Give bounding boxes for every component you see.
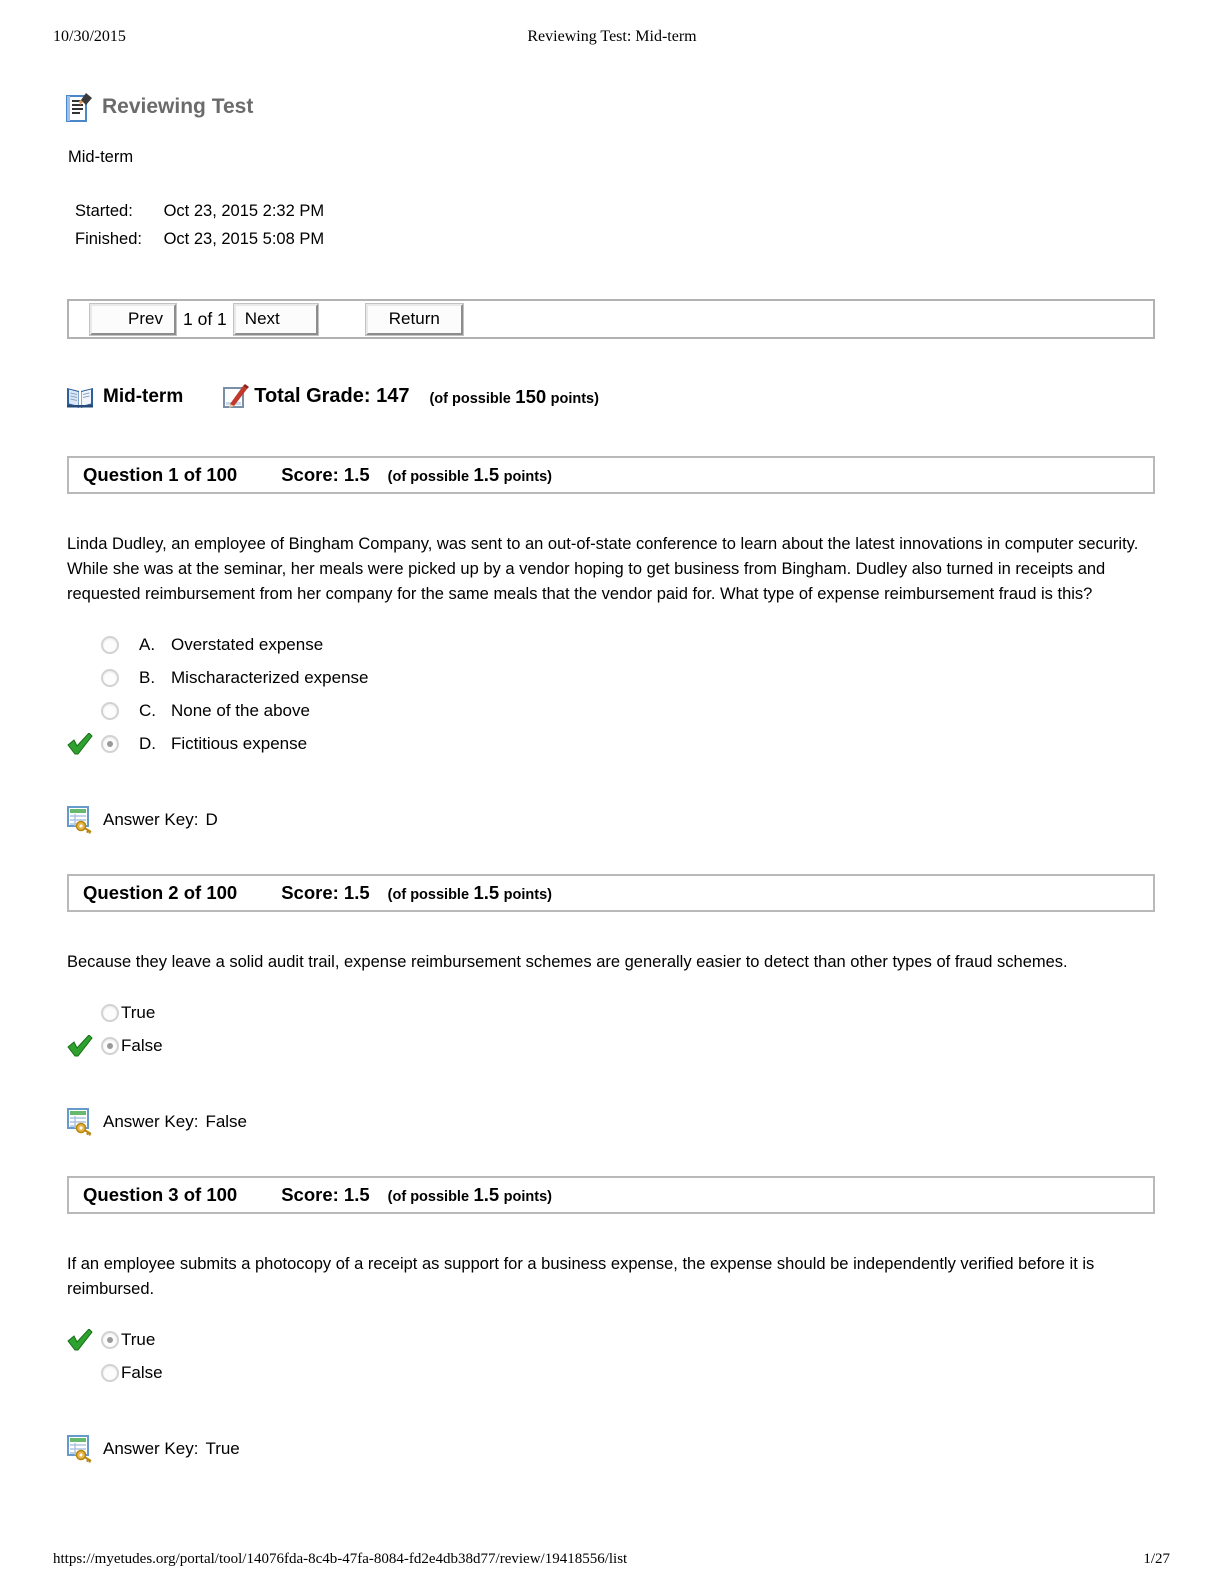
started-row (75, 197, 1224, 225)
option-row (67, 996, 1155, 1029)
answer-key-icon (67, 1435, 93, 1463)
prev-button[interactable]: Prev (90, 304, 176, 335)
question-possible: (of possible 1.5 points) (387, 464, 552, 485)
options-list (67, 1323, 1155, 1389)
answer-key-value: False (205, 1112, 248, 1131)
started-label: Started: (75, 202, 133, 220)
question-score: Score: 1.5 (281, 1184, 370, 1205)
pagination-bar (67, 299, 1155, 339)
footer-url: https://myetudes.org/portal/tool/14076fda-8c4b-47fa-8084-fd2e4db38d77/review/19418556/list (53, 1551, 628, 1567)
answer-key-icon (67, 806, 93, 834)
option-radio[interactable] (101, 1004, 119, 1022)
radio-dot (107, 1043, 113, 1049)
correct-check-slot (67, 1329, 101, 1351)
question-section (67, 456, 1155, 834)
option-radio[interactable] (101, 1364, 119, 1382)
total-grade-group (223, 383, 409, 410)
question-score: Score: 1.5 (281, 882, 370, 903)
option-letter: A. (139, 634, 156, 654)
return-button[interactable]: Return (366, 304, 463, 335)
option-text: Fictitious expense (171, 733, 308, 753)
answer-key-value: D (205, 810, 218, 829)
total-grade-text: Total Grade: 147 (254, 385, 410, 407)
option-radio[interactable] (101, 1037, 119, 1055)
summary-test-name: Mid-term (103, 385, 184, 407)
option-row (67, 661, 1155, 694)
correct-check-slot (67, 700, 101, 722)
test-times (75, 197, 1224, 253)
answer-key-row (67, 1435, 1155, 1463)
answer-key-row (67, 806, 1155, 834)
started-value: Oct 23, 2015 2:32 PM (163, 202, 325, 220)
next-button[interactable]: Next (234, 304, 318, 335)
question-score: Score: 1.5 (281, 464, 370, 485)
reviewing-test-icon (66, 92, 93, 122)
option-text: Overstated expense (171, 634, 324, 654)
options-list (67, 628, 1155, 760)
option-text: True (121, 1002, 156, 1022)
correct-check-slot (67, 733, 101, 755)
question-header (67, 874, 1155, 912)
option-row (67, 1323, 1155, 1356)
option-text: None of the above (171, 700, 310, 720)
book-icon (66, 385, 94, 409)
answer-key-label: Answer Key: (103, 810, 199, 829)
answer-key-icon (67, 1108, 93, 1136)
correct-check-slot (67, 1362, 101, 1384)
correct-check-slot (67, 1002, 101, 1024)
question-list (67, 456, 1155, 1463)
correct-check-slot (67, 667, 101, 689)
option-radio[interactable] (101, 735, 119, 753)
page-title: Reviewing Test (102, 95, 254, 118)
option-radio[interactable] (101, 669, 119, 687)
option-radio[interactable] (101, 636, 119, 654)
answer-key-label: Answer Key: (103, 1439, 199, 1458)
finished-value: Oct 23, 2015 5:08 PM (163, 230, 325, 248)
grade-pencil-icon (223, 383, 249, 410)
grade-summary (66, 383, 1224, 410)
print-date: 10/30/2015 (53, 28, 126, 45)
option-row (67, 1029, 1155, 1062)
option-text: False (121, 1035, 163, 1055)
question-number: Question 3 of 100 (83, 1184, 238, 1205)
correct-check-icon (67, 1329, 93, 1351)
footer-page-number: 1/27 (1143, 1551, 1170, 1567)
answer-key-row (67, 1108, 1155, 1136)
page-heading (66, 92, 1224, 122)
question-possible: (of possible 1.5 points) (387, 882, 552, 903)
option-radio[interactable] (101, 1331, 119, 1349)
option-letter: D. (139, 733, 156, 753)
answer-key-label: Answer Key: (103, 1112, 199, 1131)
correct-check-slot (67, 634, 101, 656)
question-text: Because they leave a solid audit trail, expense reimbursement schemes are generally easier to detect than other types of fraud schemes. (67, 953, 1068, 971)
option-text: False (121, 1362, 163, 1382)
option-letter: C. (139, 700, 156, 720)
option-text: Mischaracterized expense (171, 667, 369, 687)
option-row (67, 628, 1155, 661)
question-text: If an employee submits a photocopy of a receipt as support for a business expense, the expense should be independently verified before it is reimbursed. (67, 1255, 1095, 1298)
print-title: Reviewing Test: Mid-term (527, 28, 697, 45)
question-number: Question 1 of 100 (83, 464, 238, 485)
correct-check-slot (67, 1035, 101, 1057)
answer-key-value: True (205, 1439, 240, 1458)
question-section (67, 1176, 1155, 1463)
question-header (67, 456, 1155, 494)
option-row (67, 727, 1155, 760)
page-position: 1 of 1 (183, 308, 227, 329)
option-letter: B. (139, 667, 156, 687)
radio-dot (107, 1337, 113, 1343)
question-text: Linda Dudley, an employee of Bingham Company, was sent to an out-of-state conference to learn about the latest innovations in computer security. While she was at the seminar, her meals were picked up by a vendor hoping to get business from Bingham. Dudley also turned in receipts and requested reimbursement from her company for the same meals that the vendor paid for. What type of expense reimbursement fraud is this? (67, 535, 1139, 603)
radio-dot (107, 741, 113, 747)
option-row (67, 1356, 1155, 1389)
print-header (0, 0, 1224, 50)
option-row (67, 694, 1155, 727)
total-possible: (of possible 150 points) (429, 385, 599, 407)
question-section (67, 874, 1155, 1136)
correct-check-icon (67, 1035, 93, 1057)
question-number: Question 2 of 100 (83, 882, 238, 903)
options-list (67, 996, 1155, 1062)
finished-label: Finished: (75, 230, 142, 248)
question-header (67, 1176, 1155, 1214)
test-subtitle: Mid-term (68, 148, 134, 166)
option-radio[interactable] (101, 702, 119, 720)
print-footer (53, 1551, 1170, 1568)
option-text: True (121, 1329, 156, 1349)
finished-row (75, 225, 1224, 253)
correct-check-icon (67, 733, 93, 755)
question-possible: (of possible 1.5 points) (387, 1184, 552, 1205)
